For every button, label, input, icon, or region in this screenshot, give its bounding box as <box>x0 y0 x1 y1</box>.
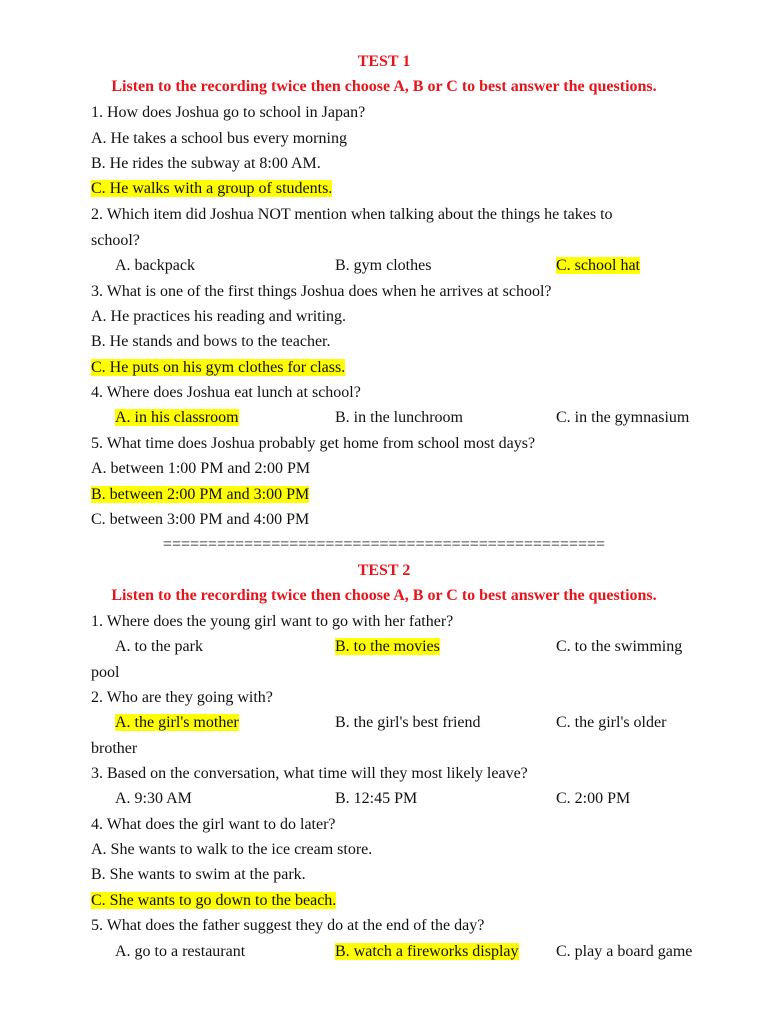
t2-q5-option-c: C. play a board game <box>556 943 693 960</box>
t2-q1-option-a: A. to the park <box>115 638 203 655</box>
t1-q1-option-b: B. He rides the subway at 8:00 AM. <box>91 155 321 172</box>
t2-q3-option-c: C. 2:00 PM <box>556 790 631 807</box>
t1-q5-option-a: A. between 1:00 PM and 2:00 PM <box>91 460 311 477</box>
t1-q3-question: 3. What is one of the first things Joshua does when he arrives at school? <box>91 283 552 300</box>
t1-q2-question: 2. Which item did Joshua NOT mention when talking about the things he takes to <box>91 206 613 223</box>
test2-title: TEST 2 <box>357 562 411 579</box>
t1-q2-option-a: A. backpack <box>115 257 195 274</box>
t2-q4-question: 4. What does the girl want to do later? <box>91 816 336 833</box>
t2-q1-option-c-wrap: pool <box>91 664 120 681</box>
t2-q5-question: 5. What does the father suggest they do at the end of the day? <box>91 917 485 934</box>
t2-q2-question: 2. Who are they going with? <box>91 689 273 706</box>
t1-q2-option-c-answer: C. school hat <box>556 257 640 274</box>
t2-q2-option-b: B. the girl's best friend <box>335 714 481 731</box>
t2-q5-option-a: A. go to a restaurant <box>115 943 246 960</box>
test2-instruction: Listen to the recording twice then choose A, B or C to best answer the questions. <box>111 587 657 604</box>
t2-q4-option-b: B. She wants to swim at the park. <box>91 866 306 883</box>
t2-q1-question: 1. Where does the young girl want to go with her father? <box>91 613 454 630</box>
t2-q2-option-c: C. the girl's older <box>556 714 667 731</box>
t1-q3-option-b: B. He stands and bows to the teacher. <box>91 333 331 350</box>
t1-q4-option-a-answer: A. in his classroom <box>115 409 239 426</box>
t1-q1-option-c-answer: C. He walks with a group of students. <box>91 180 333 197</box>
t1-q4-option-b: B. in the lunchroom <box>335 409 463 426</box>
t2-q3-option-a: A. 9:30 AM <box>115 790 192 807</box>
t1-q3-option-a: A. He practices his reading and writing. <box>91 308 347 325</box>
t2-q2-option-a-answer: A. the girl's mother <box>115 714 239 731</box>
t1-q3-option-c-answer: C. He puts on his gym clothes for class. <box>91 359 346 376</box>
t1-q5-option-c: C. between 3:00 PM and 4:00 PM <box>91 511 310 528</box>
t1-q2-question-cont: school? <box>91 232 140 249</box>
t2-q3-option-b: B. 12:45 PM <box>335 790 418 807</box>
t2-q4-option-c-answer: C. She wants to go down to the beach. <box>91 892 337 909</box>
t2-q3-question: 3. Based on the conversation, what time will they most likely leave? <box>91 765 528 782</box>
t2-q5-option-b-answer: B. watch a fireworks display <box>335 943 519 960</box>
t1-q5-option-b-answer: B. between 2:00 PM and 3:00 PM <box>91 486 310 503</box>
test1-instruction: Listen to the recording twice then choose A, B or C to best answer the questions. <box>111 78 657 95</box>
t2-q1-option-b-answer: B. to the movies <box>335 638 440 655</box>
t2-q4-option-a: A. She wants to walk to the ice cream store. <box>91 841 373 858</box>
t1-q2-option-b: B. gym clothes <box>335 257 432 274</box>
t1-q1-question: 1. How does Joshua go to school in Japan? <box>91 104 366 121</box>
test1-title: TEST 1 <box>357 53 411 70</box>
t2-q2-option-c-wrap: brother <box>91 740 138 757</box>
t1-q5-question: 5. What time does Joshua probably get home from school most days? <box>91 435 536 452</box>
t1-q4-option-c: C. in the gymnasium <box>556 409 690 426</box>
section-separator: ================================================= <box>162 536 606 553</box>
t2-q1-option-c: C. to the swimming <box>556 638 683 655</box>
t1-q4-question: 4. Where does Joshua eat lunch at school? <box>91 384 361 401</box>
t1-q1-option-a: A. He takes a school bus every morning <box>91 130 347 147</box>
